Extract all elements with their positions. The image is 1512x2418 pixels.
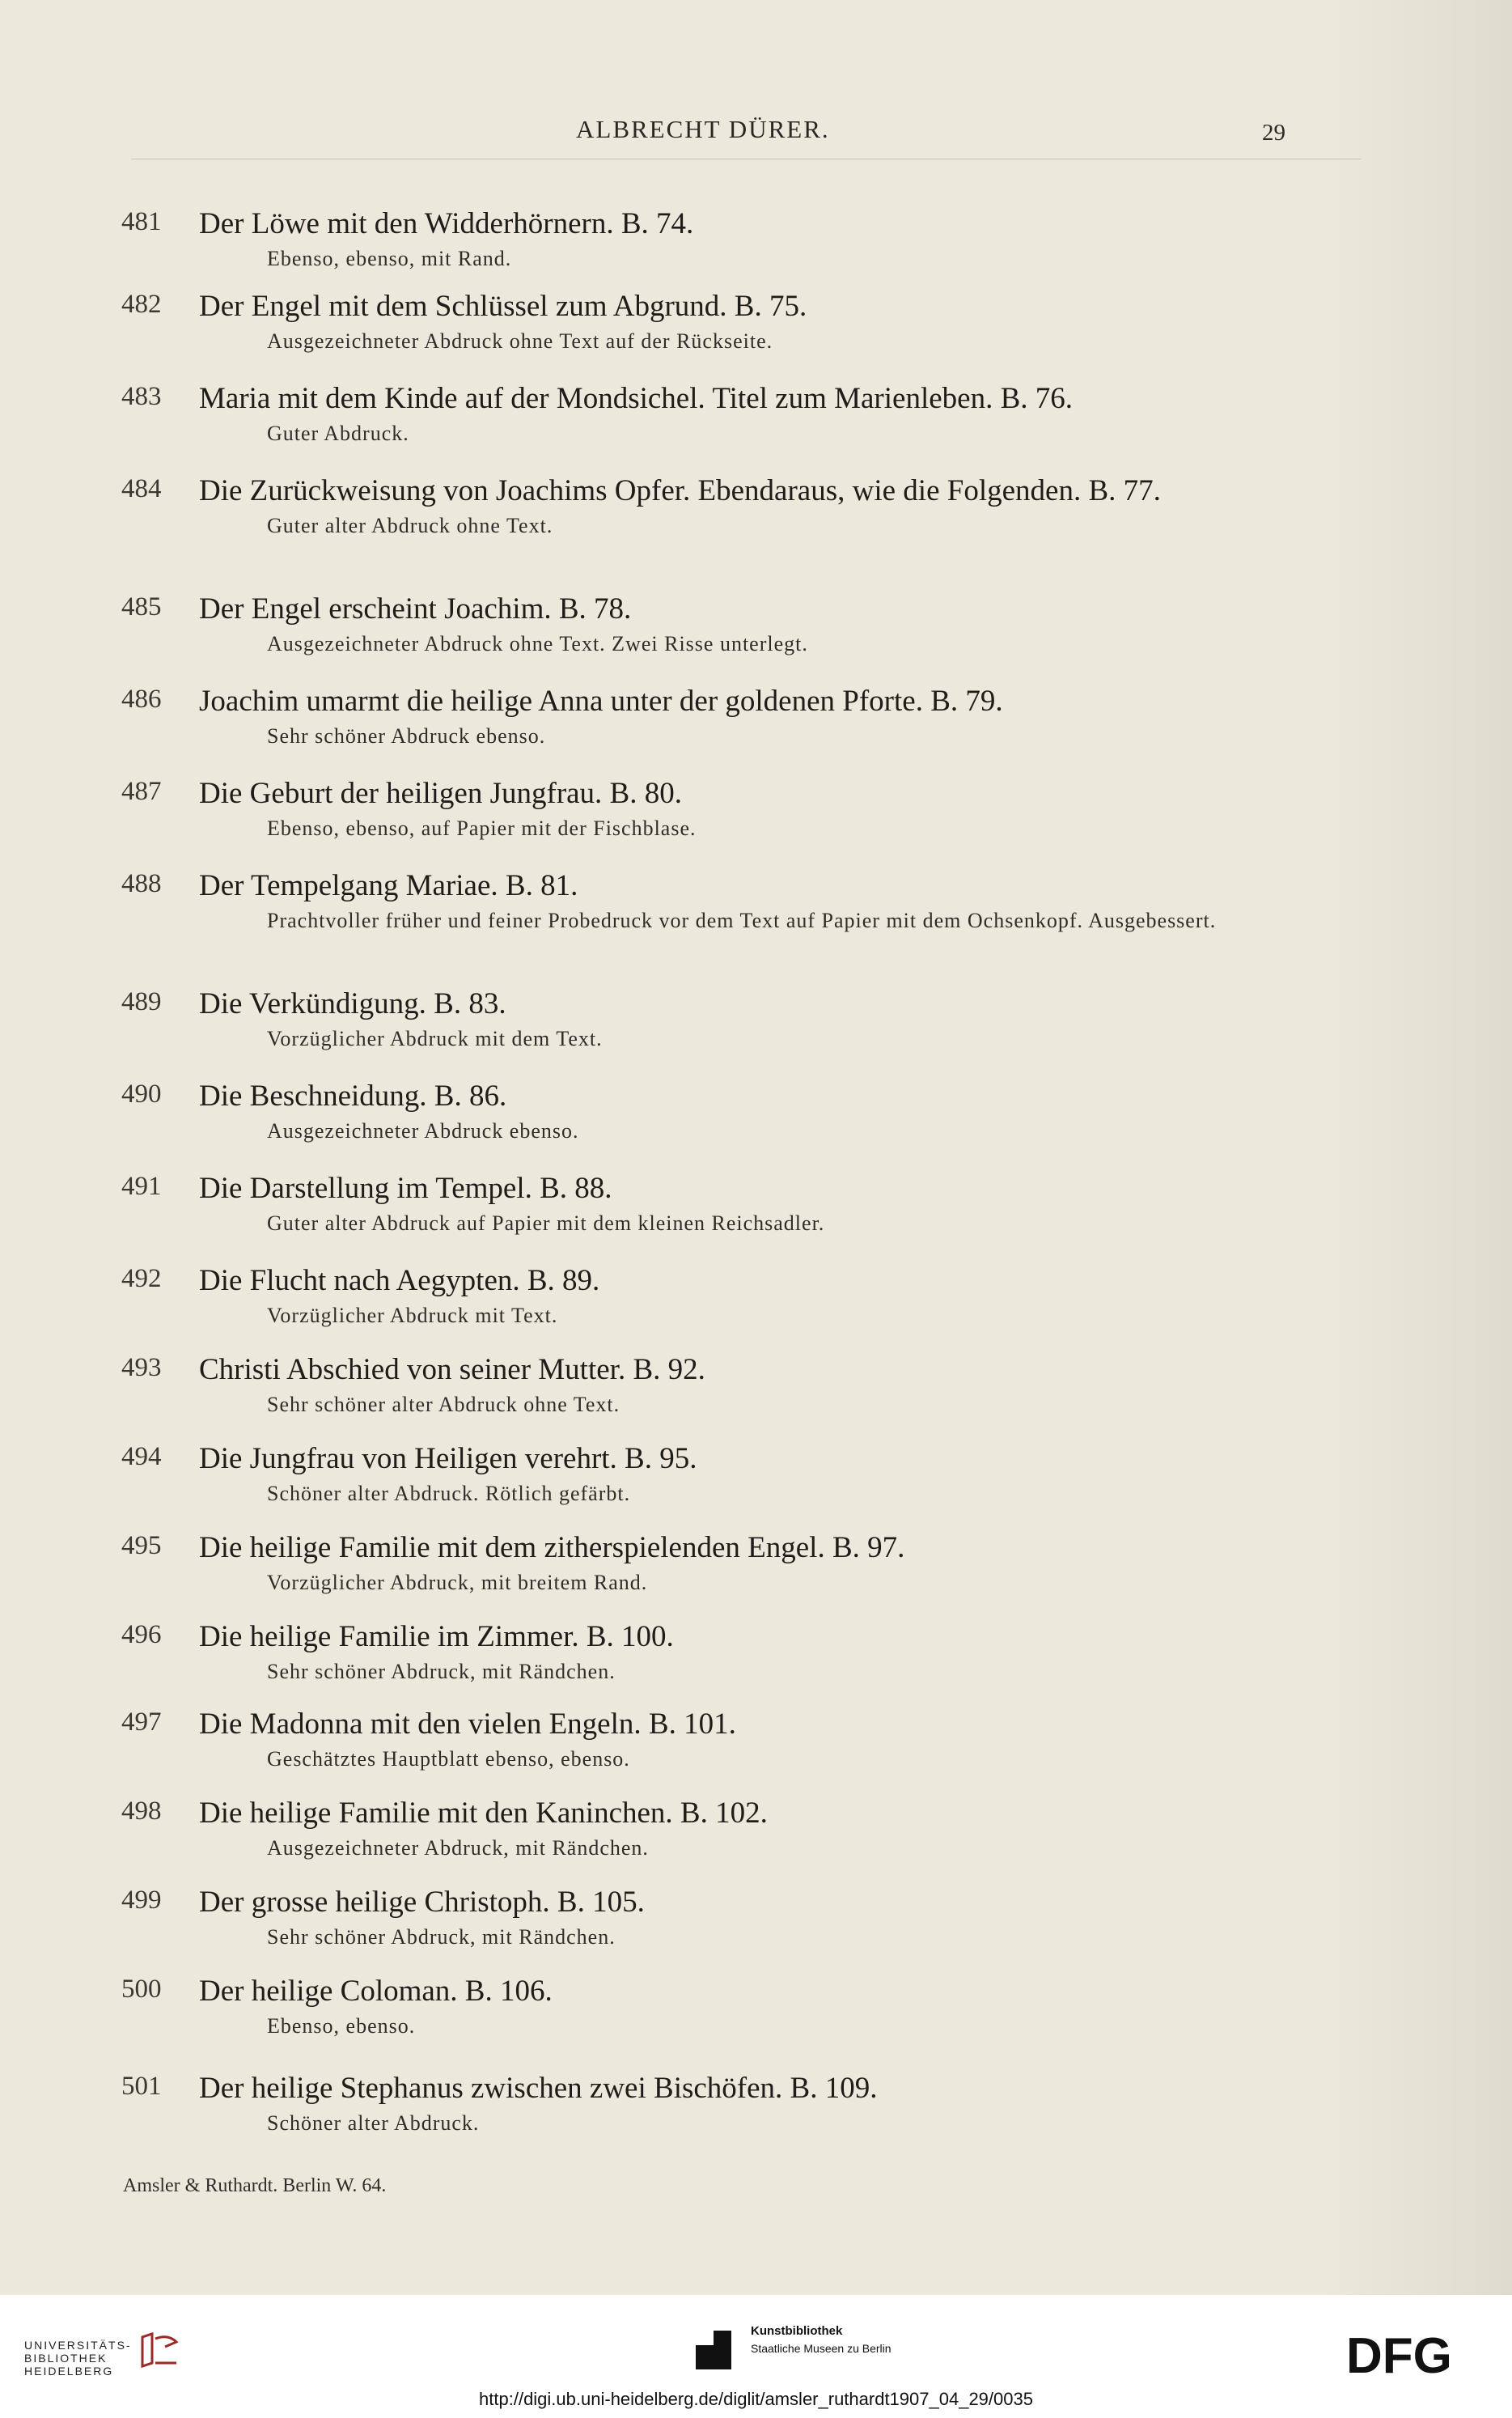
entry-note: Ebenso, ebenso, mit Rand. [267, 247, 512, 270]
entry-number: 485 [121, 592, 162, 621]
library-name: Kunstbibliothek [751, 2324, 843, 2338]
catalog-entry [121, 1080, 1319, 1144]
entry-note: Vorzüglicher Abdruck mit Text. [267, 1304, 558, 1327]
catalog-entry [121, 207, 1319, 272]
entry-note: Vorzüglicher Abdruck, mit breitem Rand. [267, 1571, 648, 1594]
entry-title: Die Darstellung im Tempel. B. 88. [199, 1172, 612, 1205]
entry-title: Die Flucht nach Aegypten. B. 89. [199, 1264, 600, 1297]
entry-number: 497 [121, 1707, 162, 1737]
catalog-entry [121, 1172, 1319, 1237]
entry-note: Guter alter Abdruck ohne Text. [267, 514, 553, 537]
entry-title: Die Jungfrau von Heiligen verehrt. B. 95. [199, 1442, 697, 1475]
catalog-entry [121, 1797, 1319, 1861]
catalog-entry [121, 474, 1319, 539]
entry-title: Der Engel mit dem Schlüssel zum Abgrund. B. 75. [199, 290, 807, 323]
entry-number: 499 [121, 1886, 162, 1915]
catalog-entry [121, 869, 1319, 934]
entry-number: 501 [121, 2072, 162, 2101]
entry-number: 498 [121, 1797, 162, 1826]
catalog-entry [121, 1264, 1319, 1329]
catalog-entry [121, 290, 1319, 354]
entry-number: 484 [121, 474, 162, 503]
entry-number: 481 [121, 207, 162, 236]
catalog-entry [121, 1707, 1319, 1772]
entry-note: Guter alter Abdruck auf Papier mit dem kleinen Reichsadler. [267, 1211, 825, 1235]
catalog-entry [121, 1620, 1319, 1685]
kunstbibliothek-logo-icon [689, 2326, 738, 2374]
entry-number: 490 [121, 1080, 162, 1109]
entry-number: 486 [121, 685, 162, 714]
entry-number: 494 [121, 1442, 162, 1471]
entry-title: Die Verkündigung. B. 83. [199, 987, 506, 1020]
running-header [0, 115, 1512, 147]
entry-number: 487 [121, 777, 162, 806]
catalog-entry [121, 1442, 1319, 1507]
dfg-logo-icon [1343, 2331, 1489, 2379]
dfg-logo-text: DFG [1346, 2331, 1452, 2379]
permalink-url[interactable]: http://digi.ub.uni-heidelberg.de/diglit/amsler_ruthardt1907_04_29/0035 [479, 2389, 1033, 2409]
entry-note: Sehr schöner alter Abdruck ohne Text. [267, 1393, 620, 1416]
entry-note: Ausgezeichneter Abdruck ebenso. [267, 1119, 579, 1143]
catalog-entry [121, 382, 1319, 447]
university-logo-icon [136, 2331, 184, 2371]
entry-title: Maria mit dem Kinde auf der Mondsichel. Titel zum Marienleben. B. 76. [199, 382, 1073, 415]
entry-number: 496 [121, 1620, 162, 1649]
entry-number: 491 [121, 1172, 162, 1201]
university-line-1: UNIVERSITÄTS- [24, 2339, 132, 2352]
entry-note: Geschätztes Hauptblatt ebenso, ebenso. [267, 1747, 630, 1771]
catalog-entry [121, 592, 1319, 657]
entry-title: Die Zurückweisung von Joachims Opfer. Ebendaraus, wie die Folgenden. B. 77. [199, 474, 1161, 507]
entry-title: Der heilige Stephanus zwischen zwei Bischöfen. B. 109. [199, 2072, 878, 2105]
entry-note: Ausgezeichneter Abdruck ohne Text auf der Rückseite. [267, 329, 773, 353]
entry-note: Vorzüglicher Abdruck mit dem Text. [267, 1027, 603, 1050]
entry-note: Sehr schöner Abdruck ebenso. [267, 724, 546, 748]
publisher-imprint: Amsler & Ruthardt. Berlin W. 64. [123, 2175, 387, 2196]
entry-title: Die Geburt der heiligen Jungfrau. B. 80. [199, 777, 682, 810]
entry-title: Der Löwe mit den Widderhörnern. B. 74. [199, 207, 694, 240]
entry-note: Sehr schöner Abdruck, mit Rändchen. [267, 1925, 616, 1949]
entry-number: 482 [121, 290, 162, 319]
library-subtitle: Staatliche Museen zu Berlin [751, 2342, 892, 2355]
entry-title: Der Tempelgang Mariae. B. 81. [199, 869, 578, 902]
show-through-shadow [1318, 0, 1512, 2295]
entry-note: Schöner alter Abdruck. [267, 2111, 480, 2135]
entry-number: 488 [121, 869, 162, 898]
entry-note: Prachtvoller früher und feiner Probedruck vor dem Text auf Papier mit dem Ochsenkopf. Ausgebessert. [267, 909, 1217, 932]
entry-note: Guter Abdruck. [267, 422, 409, 445]
entry-title: Christi Abschied von seiner Mutter. B. 92. [199, 1353, 705, 1386]
catalog-entry [121, 987, 1319, 1052]
entry-note: Schöner alter Abdruck. Rötlich gefärbt. [267, 1482, 631, 1505]
entry-note: Sehr schöner Abdruck, mit Rändchen. [267, 1660, 616, 1683]
entry-title: Der grosse heilige Christoph. B. 105. [199, 1886, 645, 1919]
entry-title: Die heilige Familie mit dem zitherspielenden Engel. B. 97. [199, 1531, 905, 1564]
entry-number: 492 [121, 1264, 162, 1293]
header-title: ALBRECHT DÜRER. [576, 115, 830, 143]
entry-title: Der heilige Coloman. B. 106. [199, 1975, 553, 2008]
entry-number: 495 [121, 1531, 162, 1560]
catalog-entry [121, 1531, 1319, 1596]
entry-note: Ausgezeichneter Abdruck, mit Rändchen. [267, 1836, 649, 1860]
university-line-2: BIBLIOTHEK [24, 2352, 108, 2365]
entry-number: 500 [121, 1975, 162, 2004]
catalog-entry [121, 1886, 1319, 1950]
entry-title: Die Madonna mit den vielen Engeln. B. 101. [199, 1707, 736, 1741]
catalog-entry [121, 2072, 1319, 2136]
entry-title: Der Engel erscheint Joachim. B. 78. [199, 592, 632, 626]
entry-number: 489 [121, 987, 162, 1016]
entry-title: Joachim umarmt die heilige Anna unter der goldenen Pforte. B. 79. [199, 685, 1003, 718]
catalog-entry [121, 777, 1319, 842]
university-line-3: HEIDELBERG [24, 2365, 114, 2378]
entry-title: Die heilige Familie mit den Kaninchen. B. 102. [199, 1797, 768, 1830]
catalog-entry [121, 685, 1319, 749]
entry-number: 483 [121, 382, 162, 411]
entry-title: Die heilige Familie im Zimmer. B. 100. [199, 1620, 674, 1653]
entry-title: Die Beschneidung. B. 86. [199, 1080, 507, 1113]
entry-note: Ebenso, ebenso, auf Papier mit der Fischblase. [267, 817, 697, 840]
page-number: 29 [1262, 120, 1285, 146]
entry-note: Ausgezeichneter Abdruck ohne Text. Zwei Risse unterlegt. [267, 632, 808, 655]
university-library-label [24, 2339, 132, 2378]
catalog-entry [121, 1975, 1319, 2039]
catalog-entry [121, 1353, 1319, 1418]
entry-note: Ebenso, ebenso. [267, 2014, 416, 2038]
entry-number: 493 [121, 1353, 162, 1382]
